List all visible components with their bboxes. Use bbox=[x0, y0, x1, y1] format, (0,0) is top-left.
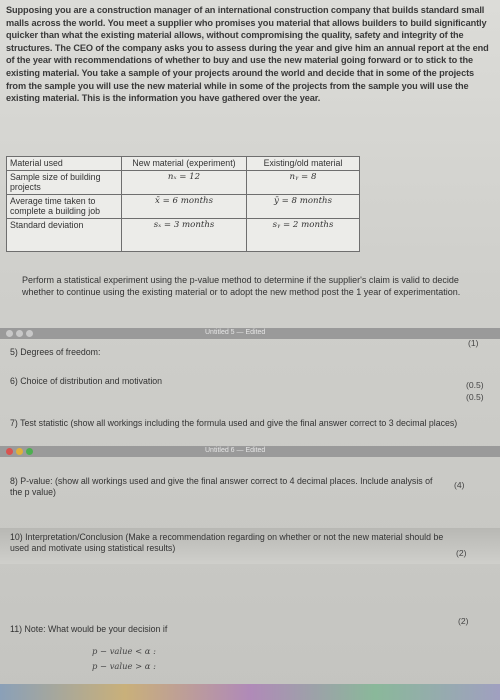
table-row bbox=[7, 157, 360, 171]
table-header-cell: New material (experiment) bbox=[122, 157, 247, 171]
table-header-cell: Material used bbox=[7, 157, 122, 171]
decision-line-less: p − value < α : bbox=[92, 646, 156, 656]
minimize-button-icon[interactable] bbox=[16, 330, 23, 337]
table-cell: Standard deviation bbox=[7, 218, 122, 251]
mark-q8: (4) bbox=[454, 480, 465, 490]
table-cell: x̄ = 6 months bbox=[122, 194, 247, 218]
question-5: 5) Degrees of freedom: bbox=[10, 347, 101, 357]
question-7: 7) Test statistic (show all workings including the formula used and give the final answer correct to 3 decimal places) bbox=[10, 418, 458, 428]
minimize-button-icon[interactable] bbox=[16, 448, 23, 455]
data-table bbox=[6, 156, 360, 252]
zoom-button-icon[interactable] bbox=[26, 330, 33, 337]
table-cell: sₓ = 3 months bbox=[122, 218, 247, 251]
question-10: 10) Interpretation/Conclusion (Make a recommendation regarding on whether or not the new material should be used and motivate using statistical results) bbox=[10, 532, 444, 553]
mark-q5: (1) bbox=[468, 338, 479, 348]
window-title: Untitled 5 — Edited bbox=[205, 329, 266, 336]
question-11: 11) Note: What would be your decision if bbox=[10, 624, 168, 634]
table-row bbox=[7, 194, 360, 218]
dock-strip[interactable] bbox=[0, 684, 500, 700]
table-header-cell: Existing/old material bbox=[247, 157, 360, 171]
mark-q10: (2) bbox=[456, 548, 467, 558]
table-cell: Average time taken to complete a building job bbox=[7, 194, 122, 218]
close-button-icon[interactable] bbox=[6, 448, 13, 455]
close-button-icon[interactable] bbox=[6, 330, 13, 337]
question-6: 6) Choice of distribution and motivation bbox=[10, 376, 163, 386]
table-row bbox=[7, 170, 360, 194]
table-cell: nₓ = 12 bbox=[122, 170, 247, 194]
intro-paragraph: Supposing you are a construction manager of an international construction company that builds standard small malls across the world. You meet a supplier who promises you material that allows builders to build significantly quicker than what the existing material allows, without compromising the quality, safety and integrity of the structures. The CEO of the company asks you to assess during the year and give him an annual report at the end of the year with recommendations of whether to buy and use the new material going forward or to stick to the existing material. You take a sample of your projects around the world and decide that in some of the projects from the sample you will use the new material while in some of the projects from the sample you will use the existing material. This is the information you have gathered over the year. bbox=[6, 5, 489, 104]
table-cell: Sample size of building projects bbox=[7, 170, 122, 194]
instructions-paragraph: Perform a statistical experiment using the p-value method to determine if the supplier's claim is valid to decide whether to continue using the existing material or to adopt the new method post the 1 year of experimentation. bbox=[22, 275, 461, 297]
mark-q6a: (0.5) bbox=[466, 380, 484, 390]
window-title: Untitled 6 — Edited bbox=[205, 447, 266, 454]
decision-line-greater: p − value > α : bbox=[92, 661, 156, 671]
window-titlebar[interactable] bbox=[0, 328, 500, 339]
question-8: 8) P-value: (show all workings used and give the final answer correct to 4 decimal places. Include analysis of the p value) bbox=[10, 476, 433, 497]
mark-q6b: (0.5) bbox=[466, 392, 484, 402]
table-cell: nᵧ = 8 bbox=[247, 170, 360, 194]
table-cell: ȳ = 8 months bbox=[247, 194, 360, 218]
table-cell: sᵧ = 2 months bbox=[247, 218, 360, 251]
zoom-button-icon[interactable] bbox=[26, 448, 33, 455]
table-row bbox=[7, 218, 360, 251]
window-titlebar[interactable] bbox=[0, 446, 500, 457]
mark-q11: (2) bbox=[458, 616, 469, 626]
